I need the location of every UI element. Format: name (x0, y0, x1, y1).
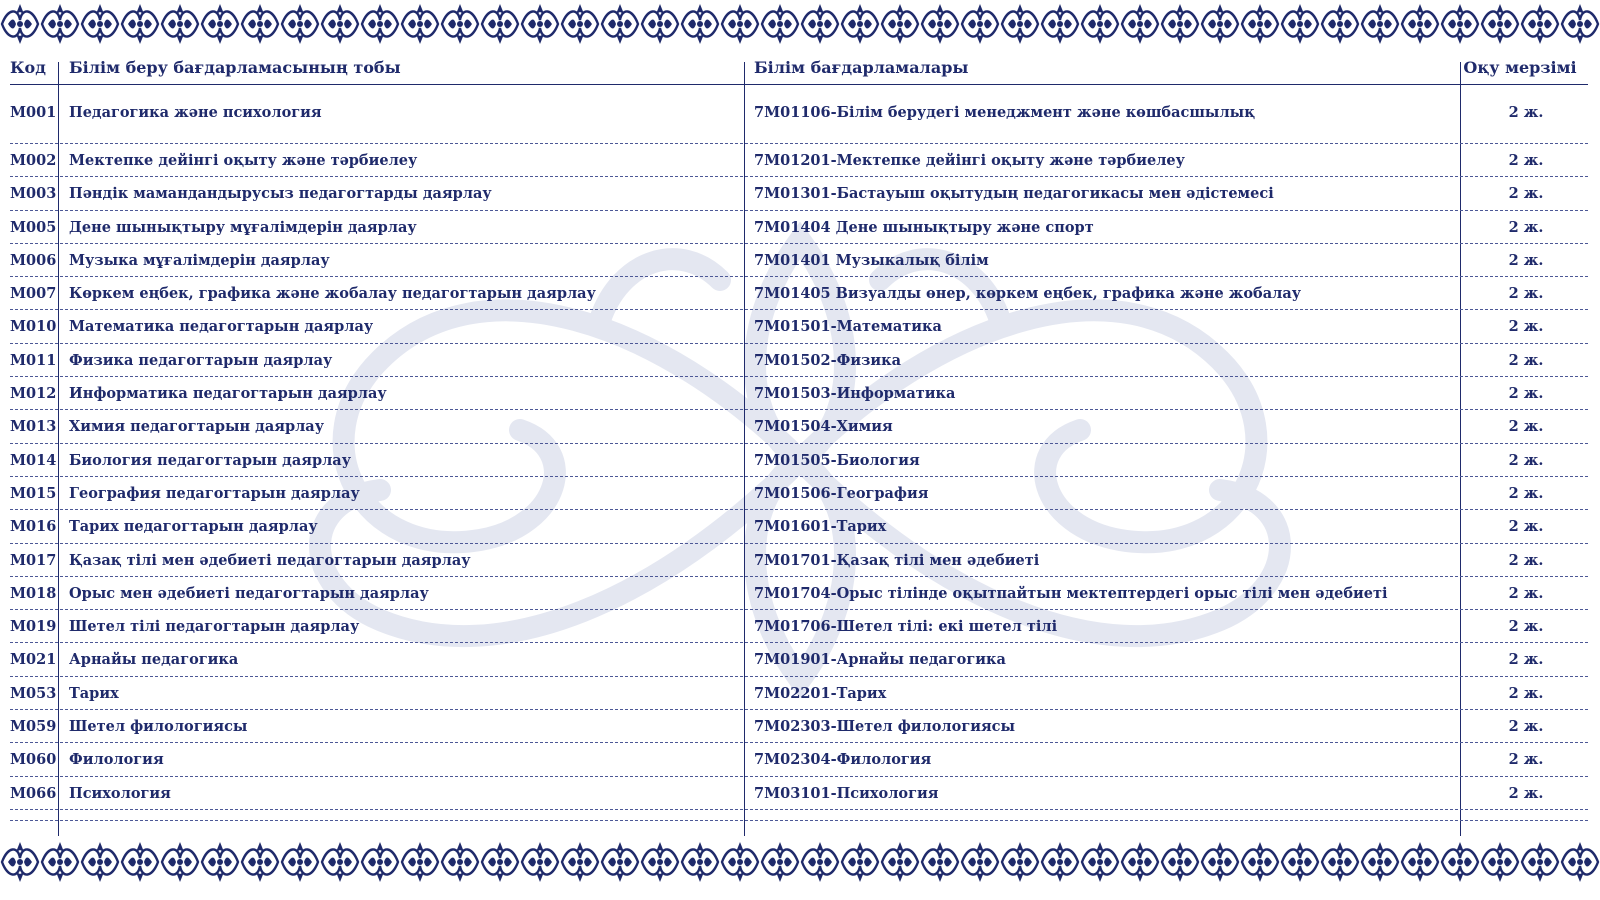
row-code: M014 (10, 451, 57, 469)
row-group: Тарих (69, 684, 119, 702)
top-ornament-border (0, 0, 1600, 48)
row-program: 7M01706-Шетел тілі: екі шетел тілі (754, 618, 1058, 636)
table-row (10, 477, 1588, 510)
row-program: 7M01901-Арнайы педагогика (754, 651, 1006, 669)
table-row (10, 577, 1588, 610)
table-row (10, 410, 1588, 443)
row-code: M017 (10, 551, 57, 569)
row-group: Орыс мен әдебиеті педагогтарын даярлау (69, 584, 429, 602)
row-group: Педагогика және психология (69, 104, 322, 121)
table-end-line (10, 810, 1588, 821)
row-group: Психология (69, 784, 171, 802)
row-program: 7M01701-Қазақ тілі мен әдебиеті (754, 551, 1040, 569)
row-duration: 2 ж. (1508, 684, 1544, 702)
table-header (10, 56, 1588, 85)
row-duration: 2 ж. (1508, 152, 1544, 169)
table-body (10, 85, 1588, 810)
row-program: 7M02303-Шетел филологиясы (754, 718, 1016, 736)
row-program: 7M01504-Химия (754, 418, 893, 436)
row-program: 7M01405 Визуалды өнер, көркем еңбек, графика және жобалау (754, 285, 1302, 303)
row-group: Қазақ тілі мен әдебиеті педагогтарын даярлау (69, 551, 471, 569)
row-duration: 2 ж. (1508, 351, 1544, 369)
row-code: M019 (10, 618, 57, 636)
row-program: 7M01506-География (754, 484, 929, 502)
row-program: 7M01201-Мектепке дейінгі оқыту және тәрбиелеу (754, 152, 1185, 169)
table-row (10, 85, 1588, 144)
table-row (10, 510, 1588, 543)
table-row (10, 677, 1588, 710)
row-code: M012 (10, 385, 57, 403)
row-code: M015 (10, 484, 57, 502)
row-program: 7M01505-Биология (754, 451, 920, 469)
table-row (10, 144, 1588, 177)
table-row (10, 777, 1588, 810)
row-duration: 2 ж. (1508, 318, 1544, 336)
header-group: Білім беру бағдарламасының тобы (69, 58, 401, 77)
row-program: 7M01502-Физика (754, 351, 901, 369)
row-duration: 2 ж. (1508, 718, 1544, 736)
row-duration: 2 ж. (1508, 218, 1544, 236)
row-code: M010 (10, 318, 57, 336)
row-duration: 2 ж. (1508, 104, 1544, 121)
row-code: M059 (10, 718, 57, 736)
row-code: M060 (10, 751, 57, 769)
row-group: Химия педагогтарын даярлау (69, 418, 324, 436)
row-code: M016 (10, 518, 57, 536)
table-row (10, 244, 1588, 277)
row-program: 7M01106-Білім берудегі менеджмент және көшбасшылық (754, 104, 1256, 121)
row-code: M021 (10, 651, 57, 669)
table-row (10, 344, 1588, 377)
row-group: Биология педагогтарын даярлау (69, 451, 351, 469)
row-duration: 2 ж. (1508, 651, 1544, 669)
row-code: M066 (10, 784, 57, 802)
row-duration: 2 ж. (1508, 751, 1544, 769)
row-program: 7M02201-Тарих (754, 684, 887, 702)
row-group: Информатика педагогтарын даярлау (69, 385, 387, 403)
row-code: M007 (10, 285, 57, 303)
row-group: Мектепке дейінгі оқыту және тәрбиелеу (69, 152, 418, 169)
row-program: 7M01401 Музыкалық білім (754, 251, 989, 269)
row-group: Арнайы педагогика (69, 651, 239, 669)
row-group: Дене шынықтыру мұғалімдерін даярлау (69, 218, 417, 236)
row-group: Тарих педагогтарын даярлау (69, 518, 318, 536)
table-row (10, 177, 1588, 210)
row-program: 7M01404 Дене шынықтыру және спорт (754, 218, 1094, 236)
row-program: 7M01301-Бастауыш оқытудың педагогикасы мен әдістемесі (754, 185, 1274, 203)
row-duration: 2 ж. (1508, 584, 1544, 602)
bottom-ornament-border (0, 838, 1600, 886)
row-code: M053 (10, 684, 57, 702)
row-group: Пәндік мамандандырусыз педагогтарды даярлау (69, 185, 492, 203)
row-group: Көркем еңбек, графика және жобалау педагогтарын даярлау (69, 285, 596, 303)
row-group: Математика педагогтарын даярлау (69, 318, 374, 336)
row-duration: 2 ж. (1508, 285, 1544, 303)
row-duration: 2 ж. (1508, 618, 1544, 636)
row-group: География педагогтарын даярлау (69, 484, 360, 502)
row-group: Шетел филологиясы (69, 718, 248, 736)
header-program: Білім бағдарламалары (754, 58, 969, 77)
row-code: M005 (10, 218, 57, 236)
row-duration: 2 ж. (1508, 784, 1544, 802)
row-group: Музыка мұғалімдерін даярлау (69, 251, 330, 269)
row-program: 7M03101-Психология (754, 784, 939, 802)
row-duration: 2 ж. (1508, 451, 1544, 469)
table-row (10, 544, 1588, 577)
row-group: Филология (69, 751, 164, 769)
row-program: 7M02304-Филология (754, 751, 932, 769)
row-code: M013 (10, 418, 57, 436)
row-duration: 2 ж. (1508, 518, 1544, 536)
row-code: M002 (10, 152, 57, 169)
table-row (10, 444, 1588, 477)
row-program: 7M01503-Информатика (754, 385, 956, 403)
row-code: M018 (10, 584, 57, 602)
row-duration: 2 ж. (1508, 551, 1544, 569)
row-program: 7M01601-Тарих (754, 518, 887, 536)
row-duration: 2 ж. (1508, 418, 1544, 436)
header-duration: Оқу мерзімі (1463, 58, 1577, 77)
row-program: 7M01501-Математика (754, 318, 942, 336)
table-row (10, 610, 1588, 643)
table-row (10, 377, 1588, 410)
row-code: M001 (10, 104, 57, 121)
table-row (10, 743, 1588, 776)
row-duration: 2 ж. (1508, 484, 1544, 502)
row-code: M006 (10, 251, 57, 269)
row-code: M003 (10, 185, 57, 203)
row-duration: 2 ж. (1508, 251, 1544, 269)
row-code: M011 (10, 351, 57, 369)
row-group: Физика педагогтарын даярлау (69, 351, 333, 369)
row-program: 7M01704-Орыс тілінде оқытпайтын мектептердегі орыс тілі мен әдебиеті (754, 584, 1388, 602)
row-group: Шетел тілі педагогтарын даярлау (69, 618, 360, 636)
row-duration: 2 ж. (1508, 185, 1544, 203)
table-row (10, 710, 1588, 743)
row-duration: 2 ж. (1508, 385, 1544, 403)
table-row (10, 643, 1588, 676)
programs-table (10, 56, 1588, 821)
header-code: Код (10, 58, 46, 77)
table-row (10, 310, 1588, 343)
table-row (10, 277, 1588, 310)
table-row (10, 211, 1588, 244)
